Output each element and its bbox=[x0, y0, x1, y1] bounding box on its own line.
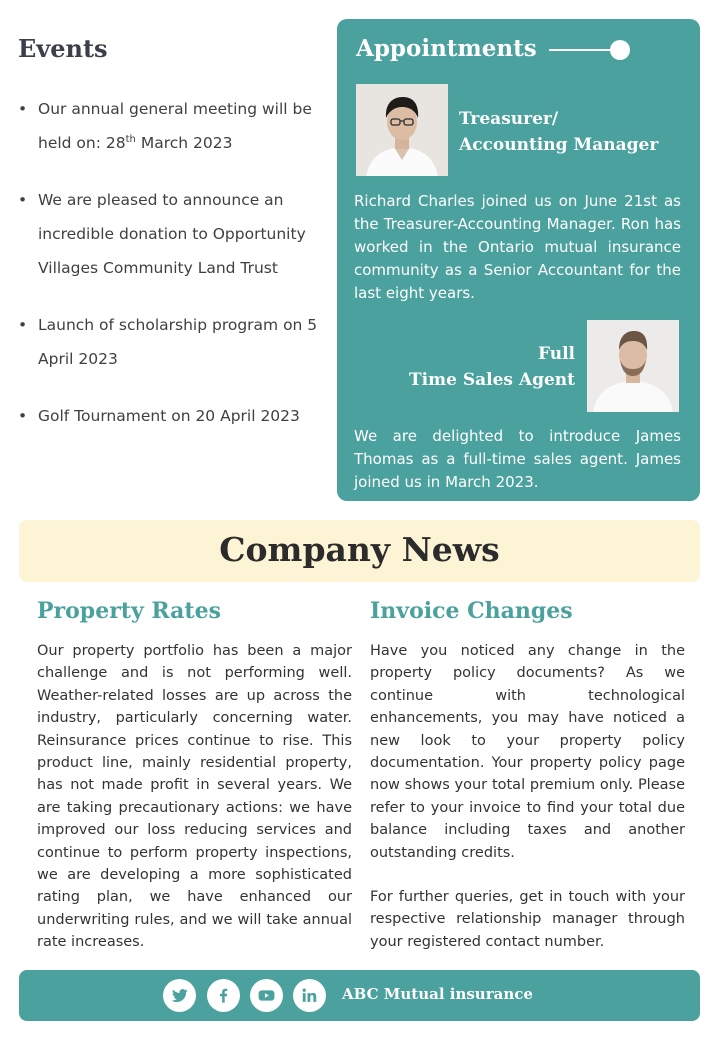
events-list bbox=[18, 92, 318, 456]
facebook-icon[interactable] bbox=[207, 979, 240, 1012]
company-news-banner bbox=[19, 520, 700, 582]
event-item: • We are pleased to announce an incredible donation to Opportunity Villages Community Land Trust bbox=[18, 183, 318, 285]
twitter-icon[interactable] bbox=[163, 979, 196, 1012]
sales-agent-photo bbox=[587, 320, 679, 412]
title-decoration-dot bbox=[610, 40, 630, 60]
treasurer-role-title: Treasurer/ Accounting Manager bbox=[459, 109, 659, 155]
event-item: • Golf Tournament on 20 April 2023 bbox=[18, 399, 318, 433]
footer-bar bbox=[19, 970, 700, 1021]
event-item: • Launch of scholarship program on 5 April 2023 bbox=[18, 308, 318, 376]
appointments-title: Appointments bbox=[356, 35, 537, 62]
youtube-icon[interactable] bbox=[250, 979, 283, 1012]
treasurer-description: Richard Charles joined us on June 21st as the Treasurer-Accounting Manager. Ron has worked in the Ontario mutual insurance community as a Senior Accountant for the last eight years. bbox=[354, 192, 681, 302]
treasurer-photo bbox=[356, 84, 448, 176]
property-rates-heading: Property Rates bbox=[37, 598, 221, 624]
property-rates-body: Our property portfolio has been a major challenge and is not performing well. Weather-related losses are up across the industry, particularly concerning water. Reinsurance prices continue to rise. This product line, mainly residential property, has not made profit in several years. We are taking precautionary actions: we have improved our loss reducing services and continue to perform property inspections, we are developing a more sophisticated rating plan, we have enhanced our underwriting rules, and we will take annual rate increases. bbox=[37, 643, 352, 951]
events-title: Events bbox=[18, 34, 108, 63]
invoice-changes-body: Have you noticed any change in the property policy documents? As we continue with technological enhancements, you may have noticed a new look to your property policy documentation. Your property policy page now shows your total premium only. Please refer to your invoice to find your total due balance including taxes and another outstanding credits. For further queries, get in touch with your respective relationship manager through your registered contact number. bbox=[370, 643, 685, 950]
appointments-panel bbox=[337, 19, 700, 501]
company-news-title: Company News bbox=[219, 530, 500, 569]
linkedin-icon[interactable] bbox=[293, 979, 326, 1012]
invoice-changes-heading: Invoice Changes bbox=[370, 598, 573, 624]
footer-company-name: ABC Mutual insurance bbox=[342, 985, 533, 1003]
sales-agent-role-title: Full Time Sales Agent bbox=[409, 344, 575, 390]
event-item: • Our annual general meeting will be held on: 28th March 2023 bbox=[18, 92, 318, 160]
sales-agent-description: We are delighted to introduce James Thomas as a full-time sales agent. James joined us in March 2023. bbox=[354, 427, 681, 491]
